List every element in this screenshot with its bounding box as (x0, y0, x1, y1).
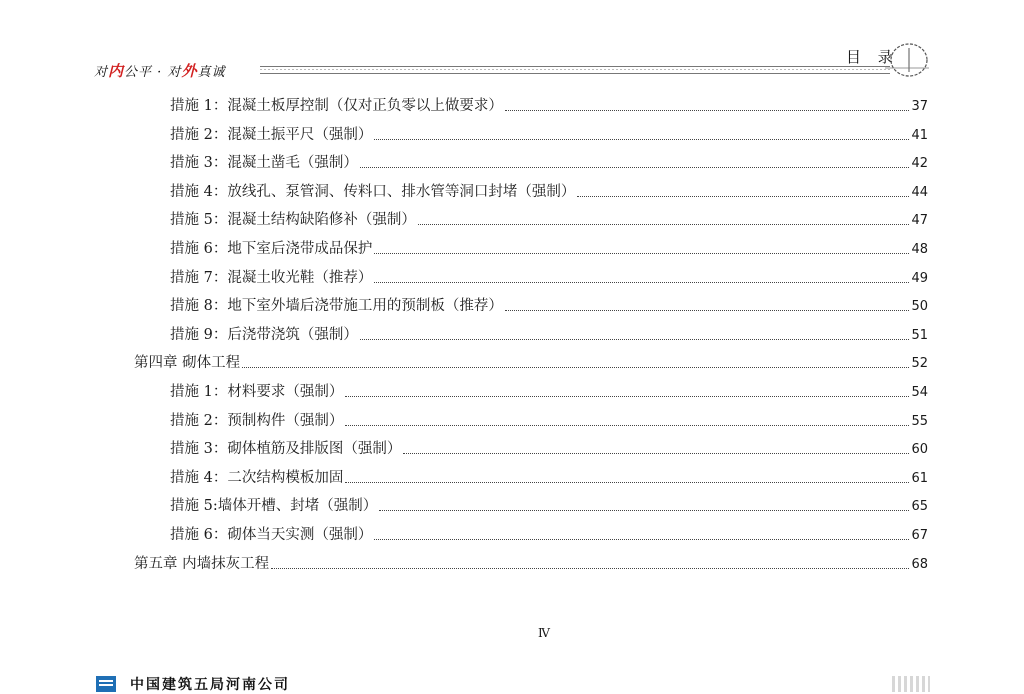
toc-chapter-entry[interactable] (134, 351, 928, 375)
toc-entry[interactable] (170, 466, 928, 490)
dot-leader (505, 309, 910, 311)
toc-entry[interactable] (170, 237, 928, 261)
toc-entry-label: 措施 9：后浇带浇筑（强制） (170, 326, 358, 343)
toc-entry[interactable] (170, 437, 928, 461)
toc-entry-page: 47 (911, 213, 928, 229)
toc-entry-page: 51 (911, 327, 928, 343)
section-title: 目 录 (846, 48, 899, 66)
toc-entry-page: 41 (911, 127, 928, 143)
page-number: Ⅳ (538, 626, 550, 640)
toc-entry-page: 37 (911, 99, 928, 114)
dot-leader (418, 223, 910, 225)
toc-entry-page: 65 (911, 499, 928, 515)
toc-entry-label: 措施 1：混凝土板厚控制（仅对正负零以上做要求） (170, 98, 503, 114)
toc-entry-page: 44 (911, 184, 928, 200)
dot-leader (379, 509, 909, 511)
dot-leader (345, 481, 909, 483)
toc-entry-page: 67 (911, 528, 928, 543)
toc-entry[interactable] (170, 123, 928, 147)
header-slogan: 对内公平 · 对外真诚 (94, 62, 226, 80)
toc-entry[interactable] (170, 523, 928, 547)
toc-entry-page: 49 (911, 270, 928, 286)
toc-entry-page: 61 (911, 470, 928, 486)
toc-entry[interactable] (170, 494, 928, 518)
dot-leader (577, 195, 909, 197)
toc-entry-label: 措施 2：混凝土振平尺（强制） (170, 126, 373, 143)
toc-entry-label: 措施 2：预制构件（强制） (170, 412, 344, 429)
dot-leader (345, 424, 909, 426)
toc-entry-page: 42 (911, 156, 928, 172)
footer-decoration (892, 676, 930, 692)
toc-chapter-entry[interactable] (134, 552, 928, 576)
toc-entry-label: 措施 5：混凝土结构缺陷修补（强制） (170, 212, 416, 229)
dot-leader (374, 281, 909, 283)
toc-entry[interactable] (170, 208, 928, 232)
toc-entry-page: 55 (911, 413, 928, 429)
toc-entry[interactable] (170, 94, 928, 118)
toc-entry-label: 措施 1：材料要求（强制） (170, 384, 344, 400)
company-logo-icon (96, 676, 116, 692)
dot-leader (374, 138, 909, 140)
toc-entry-label: 措施 5:墙体开槽、封堵（强制） (170, 498, 378, 515)
dot-leader (374, 538, 909, 540)
dot-leader (360, 166, 910, 168)
toc-entry[interactable] (170, 266, 928, 290)
toc-entry-page: 52 (911, 356, 928, 372)
toc-entry-page: 68 (911, 556, 928, 572)
toc-entry-label: 措施 3：混凝土凿毛（强制） (170, 155, 358, 172)
circle-ornament-icon (885, 40, 931, 80)
toc-entry-label: 措施 4：二次结构模板加固 (170, 469, 344, 486)
dot-leader (360, 338, 910, 340)
toc-entry-label: 第四章 砌体工程 (134, 355, 241, 372)
toc-entry-label: 措施 3：砌体植筋及排版图（强制） (170, 441, 402, 458)
toc-entry-label: 措施 6：地下室后浇带成品保护 (170, 241, 373, 257)
dot-leader (505, 109, 910, 111)
toc-entry-label: 措施 6：砌体当天实测（强制） (170, 527, 373, 543)
toc-entry-page: 50 (911, 299, 928, 315)
toc-entry-label: 措施 7：混凝土收光鞋（推荐） (170, 269, 373, 286)
dot-leader (345, 395, 909, 397)
dot-leader (242, 366, 909, 368)
toc-entry[interactable] (170, 323, 928, 347)
toc-entry[interactable] (170, 151, 928, 175)
toc-entry[interactable] (170, 180, 928, 204)
dot-leader (271, 567, 909, 569)
toc-entry-page: 48 (911, 242, 928, 257)
toc-entry[interactable] (170, 409, 928, 433)
toc-entry-label: 措施 4：放线孔、泵管洞、传料口、排水管等洞口封堵（强制） (170, 183, 576, 200)
toc-entry-page: 54 (911, 385, 928, 400)
toc-entry[interactable] (170, 380, 928, 404)
toc-entry[interactable] (170, 294, 928, 318)
toc-entry-label: 措施 8：地下室外墙后浇带施工用的预制板（推荐） (170, 298, 503, 315)
header-divider (260, 66, 890, 74)
toc-entry-label: 第五章 内墙抹灰工程 (134, 555, 270, 572)
company-name: 中国建筑五局河南公司 (130, 677, 290, 693)
toc-entry-page: 60 (911, 442, 928, 458)
dot-leader (403, 452, 909, 454)
dot-leader (374, 252, 909, 254)
